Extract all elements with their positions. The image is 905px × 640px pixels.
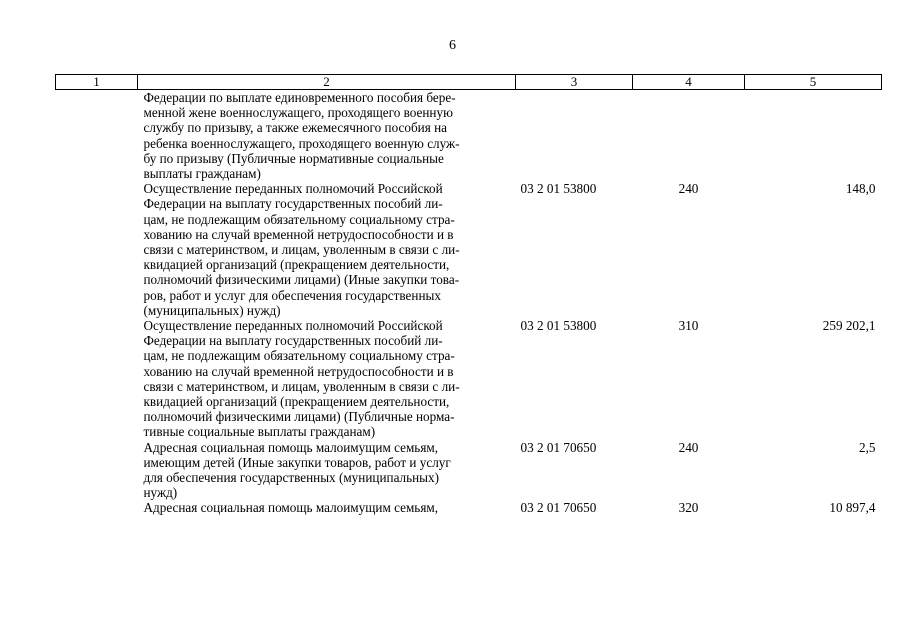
description-line: для обеспечения государственных (муниципальных) xyxy=(143,470,440,486)
description-line: бу по призыву (Публичные нормативные социальные xyxy=(143,150,444,166)
row-description xyxy=(138,500,516,515)
description-line: тивные социальные выплаты гражданам) xyxy=(143,424,376,440)
header-col-1: 1 xyxy=(56,75,138,90)
description-line: цам, не подлежащим обязательному социальному стра- xyxy=(143,348,455,364)
description-line: имеющим детей (Иные закупки товаров, работ и услуг xyxy=(143,454,451,470)
row-code: 03 2 01 53800 xyxy=(520,181,597,197)
row-index-cell xyxy=(56,318,138,440)
row-index-cell xyxy=(56,181,138,318)
description-line: полномочий физическими лицами) (Иные закупки това- xyxy=(143,272,460,288)
row-expense-type xyxy=(633,90,745,182)
row-index-cell xyxy=(56,440,138,501)
header-col-5: 5 xyxy=(745,75,882,90)
table-header xyxy=(56,75,882,90)
description-line: хованию на случай временной нетрудоспособности и в xyxy=(143,363,454,379)
row-code: 03 2 01 70650 xyxy=(520,439,597,455)
row-amount: 148,0 xyxy=(845,181,876,197)
description-line: (муниципальных) нужд) xyxy=(143,302,281,318)
description-line: Адресная социальная помощь малоимущим семьям, xyxy=(143,439,439,455)
row-expense-type: 310 xyxy=(678,318,699,334)
description-line: Федерации по выплате единовременного пособия бере- xyxy=(143,90,456,105)
description-line: связи с материнством, и лицам, уволенным в связи с ли- xyxy=(143,378,460,394)
description-line: Федерации на выплату государственных пособий ли- xyxy=(143,196,443,212)
row-amount: 2,5 xyxy=(859,439,876,455)
table-row xyxy=(56,181,882,318)
table-row xyxy=(56,500,882,515)
row-code: 03 2 01 70650 xyxy=(520,500,597,516)
page-number: 6 xyxy=(449,38,456,53)
row-description xyxy=(138,181,516,318)
budget-table xyxy=(55,74,882,516)
row-description xyxy=(138,318,516,440)
description-line: цам, не подлежащим обязательному социальному стра- xyxy=(143,211,455,227)
description-line: ров, работ и услуг для обеспечения государственных xyxy=(143,287,441,303)
table-body xyxy=(56,90,882,516)
header-col-2: 2 xyxy=(138,75,516,90)
description-line: полномочий физическими лицами) (Публичные норма- xyxy=(143,409,455,425)
row-description xyxy=(138,440,516,501)
description-line: хованию на случай временной нетрудоспособности и в xyxy=(143,226,454,242)
row-index-cell xyxy=(56,90,138,182)
description-line: службу по призыву, а также ежемесячного пособия на xyxy=(143,120,447,136)
description-line: квидацией организаций (прекращением деятельности, xyxy=(143,257,450,273)
row-amount: 259 202,1 xyxy=(822,318,876,334)
description-line: нужд) xyxy=(143,485,178,501)
row-expense-type: 240 xyxy=(678,439,699,455)
table-row xyxy=(56,440,882,501)
header-col-4: 4 xyxy=(633,75,745,90)
row-code xyxy=(516,90,633,182)
description-line: выплаты гражданам) xyxy=(143,166,261,182)
description-line: связи с материнством, и лицам, уволенным в связи с ли- xyxy=(143,242,460,258)
row-expense-type: 320 xyxy=(678,500,699,516)
description-line: квидацией организаций (прекращением деятельности, xyxy=(143,394,450,410)
row-amount: 10 897,4 xyxy=(829,500,876,516)
description-line: ребенка военнослужащего, проходящего военную служ- xyxy=(143,135,460,151)
table-row xyxy=(56,318,882,440)
description-line: Осуществление переданных полномочий Российской xyxy=(143,181,443,197)
row-code: 03 2 01 53800 xyxy=(520,318,597,334)
description-line: Федерации на выплату государственных пособий ли- xyxy=(143,333,443,349)
description-line: менной жене военнослужащего, проходящего военную xyxy=(143,105,453,121)
header-col-3: 3 xyxy=(516,75,633,90)
row-description xyxy=(138,90,516,182)
table-row xyxy=(56,90,882,182)
header-row xyxy=(56,75,882,90)
row-expense-type: 240 xyxy=(678,181,699,197)
row-index-cell xyxy=(56,500,138,515)
description-line: Осуществление переданных полномочий Российской xyxy=(143,318,443,334)
description-line: Адресная социальная помощь малоимущим семьям, xyxy=(143,500,439,516)
row-amount xyxy=(745,90,882,182)
